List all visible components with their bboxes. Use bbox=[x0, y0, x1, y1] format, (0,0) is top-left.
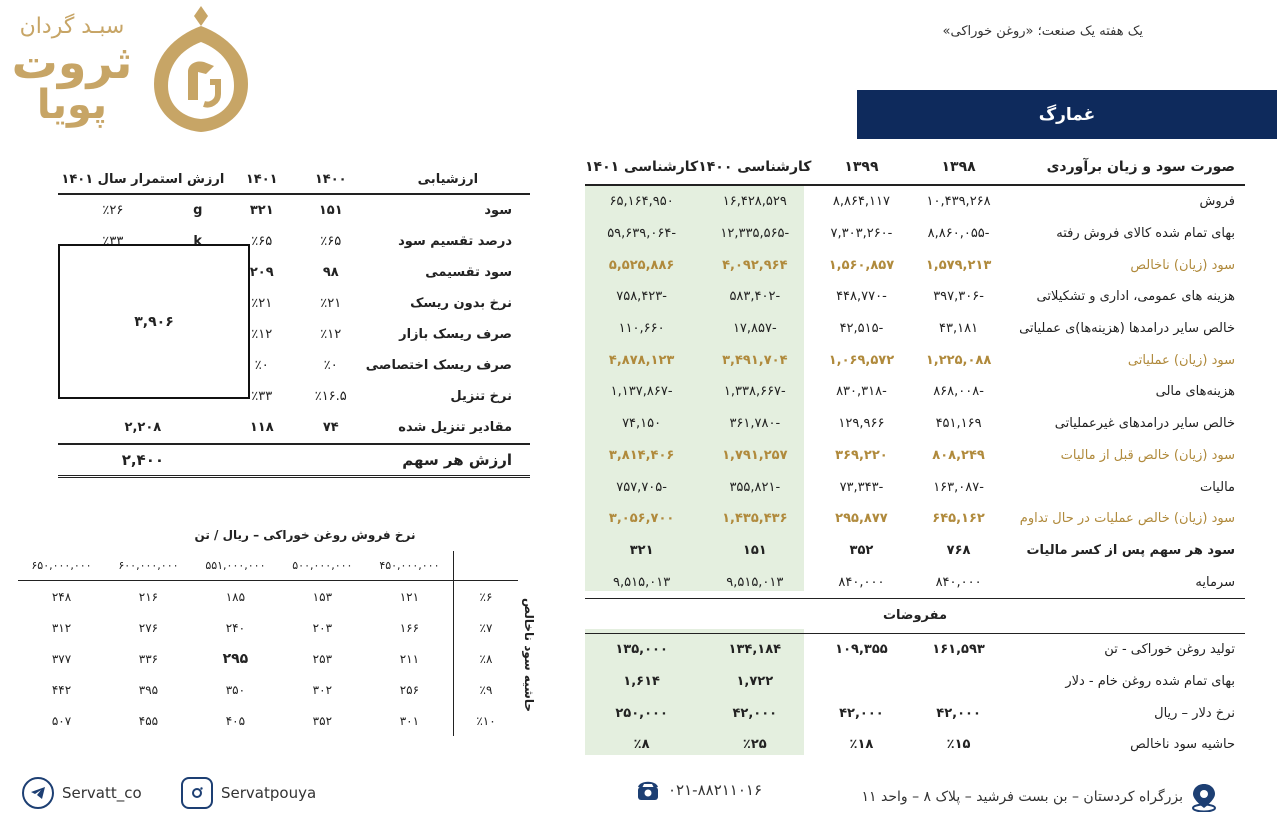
margin-row-header: ٪۱۰ bbox=[454, 705, 519, 736]
income-cell: -۸۶۸,۰۰۸ bbox=[933, 384, 984, 400]
valuation-row bbox=[58, 412, 530, 444]
income-cell: -۴۲,۵۱۵ bbox=[839, 321, 884, 337]
footer-address bbox=[861, 782, 1217, 812]
telegram-handle: Servatt_co bbox=[62, 784, 142, 802]
income-cell: ۳,۸۱۴,۴۰۶ bbox=[608, 447, 675, 463]
income-row-label: سود هر سهم پس از کسر مالیات bbox=[1026, 542, 1235, 558]
assumption-cell bbox=[911, 666, 1005, 698]
assumption-row bbox=[585, 697, 1245, 729]
sensitivity-cell: ۵۰۷ bbox=[51, 713, 72, 728]
assumption-cell: ۴۲,۰۰۰ bbox=[732, 705, 778, 721]
sensitivity-cell: ۲۰۳ bbox=[312, 620, 333, 635]
income-cell: -۱۲,۳۳۵,۵۶۵ bbox=[720, 226, 790, 242]
valuation-label: سود bbox=[484, 203, 512, 218]
valuation-cell-1401: ۱۱۸ bbox=[249, 420, 274, 435]
valuation-label: درصد تقسیم سود bbox=[398, 234, 512, 249]
assumption-cell bbox=[811, 666, 911, 698]
sensitivity-cell-highlight: ۲۹۵ bbox=[222, 650, 249, 667]
income-row-label: خالص سایر درامدها (هزینه‌ها)ی عملیاتی bbox=[1019, 321, 1235, 337]
brand-line-3: پویا bbox=[36, 82, 108, 128]
income-row bbox=[585, 313, 1245, 345]
sensitivity-cell: ۳۹۵ bbox=[138, 682, 159, 697]
sensitivity-cell: ۲۵۶ bbox=[399, 682, 420, 697]
company-name: غمارگ bbox=[1038, 104, 1096, 125]
income-row-label: بهای تمام شده کالای فروش رفته bbox=[1056, 226, 1235, 242]
sensitivity-cell: ۴۴۲ bbox=[51, 682, 72, 697]
sensitivity-cell: ۳۳۶ bbox=[138, 651, 159, 666]
assumption-cell: ۱۳۴,۱۸۴ bbox=[728, 642, 782, 658]
income-row bbox=[585, 535, 1245, 567]
income-cell: ۱,۲۲۵,۰۸۸ bbox=[925, 352, 992, 368]
income-row-label: سود (زیان) عملیاتی bbox=[1127, 352, 1235, 368]
instagram-icon bbox=[181, 777, 213, 809]
valuation-row bbox=[58, 194, 530, 226]
col-header: کارشناسی ۱۴۰۰ bbox=[698, 150, 811, 185]
income-row-label: هزینه های عمومی، اداری و تشکیلاتی bbox=[1036, 289, 1235, 305]
valuation-label: سود تقسیمی bbox=[425, 265, 512, 280]
assumption-cell: ۴۲,۰۰۰ bbox=[936, 705, 981, 721]
valuation-label: مقادیر تنزیل شده bbox=[398, 420, 512, 435]
valuation-cell-1401: ٪۰ bbox=[254, 358, 269, 373]
valuation-cell-1400: ٪۲۱ bbox=[320, 296, 342, 311]
valuation-cell-1400: ۷۴ bbox=[322, 420, 339, 435]
valuation-cell-1401: ٪۲۱ bbox=[251, 296, 273, 311]
income-row bbox=[585, 185, 1245, 218]
income-row-label: سود (زیان) ناخالص bbox=[1130, 257, 1235, 273]
income-cell: ۱۶,۴۲۸,۵۲۹ bbox=[722, 194, 787, 210]
empty-cell bbox=[228, 444, 366, 477]
income-row-label: سود (زیان) خالص عملیات در حال تداوم bbox=[1019, 511, 1235, 527]
income-cell: ۸۴۰,۰۰۰ bbox=[838, 574, 885, 590]
assumption-row bbox=[585, 666, 1245, 698]
continuing-param-value: ٪۳۳ bbox=[102, 234, 124, 249]
income-row bbox=[585, 281, 1245, 313]
margin-row-header: ٪۸ bbox=[454, 643, 519, 674]
assumption-cell: ٪۱۸ bbox=[849, 737, 874, 753]
brand-line-1: سبـد گردان bbox=[19, 14, 125, 39]
sensitivity-cell: ۳۵۰ bbox=[225, 682, 246, 697]
valuation-cell-1400: ٪۶۵ bbox=[320, 234, 342, 249]
income-row bbox=[585, 218, 1245, 250]
income-cell: ۳۲۱ bbox=[629, 542, 654, 558]
income-cell: ۵,۵۲۵,۸۸۶ bbox=[608, 257, 675, 273]
sensitivity-cell: ۲۵۳ bbox=[312, 651, 333, 666]
income-cell: ۱۲۹,۹۶۶ bbox=[838, 416, 885, 432]
income-cell: ۱۱۰,۶۶۰ bbox=[618, 321, 665, 337]
income-cell: ۴,۸۷۸,۱۲۳ bbox=[608, 352, 675, 368]
share-value: ۲,۴۰۰ bbox=[58, 444, 228, 477]
income-title: صورت سود و زیان برآوردی bbox=[1006, 150, 1245, 185]
val-col-header: ۱۴۰۰ bbox=[296, 166, 366, 194]
phone-icon bbox=[636, 779, 660, 801]
assumption-label: نرخ دلار – ریال bbox=[1154, 705, 1235, 721]
income-cell: -۳۶۱,۷۸۰ bbox=[729, 416, 781, 432]
income-row-label: سرمایه bbox=[1195, 574, 1235, 590]
income-cell: ۱,۵۷۹,۲۱۳ bbox=[925, 257, 992, 273]
report-title: یک هفته یک صنعت؛ «روغن خوراکی» bbox=[942, 24, 1143, 39]
assumption-label: حاشیه سود ناخالص bbox=[1130, 737, 1235, 753]
income-cell: -۷,۳۰۳,۲۶۰ bbox=[830, 226, 893, 242]
sensitivity-row bbox=[18, 643, 518, 674]
income-cell: ۱,۷۹۱,۲۵۷ bbox=[722, 447, 788, 463]
continuing-discounted-value: ۲,۲۰۸ bbox=[124, 420, 162, 435]
income-statement bbox=[585, 150, 1245, 761]
continuing-param-letter: g bbox=[193, 203, 203, 218]
valuation-cell-1400: ۹۸ bbox=[322, 265, 339, 280]
brand-emblem-icon bbox=[148, 2, 254, 136]
footer-phone bbox=[636, 779, 762, 801]
income-row-label: خالص سایر درامدهای غیرعملیاتی bbox=[1054, 416, 1235, 432]
valuation-cell-1401: ٪۳۳ bbox=[251, 389, 273, 404]
income-cell: ۴,۰۹۲,۹۶۴ bbox=[722, 257, 788, 273]
sensitivity-cell: ۲۷۶ bbox=[138, 620, 159, 635]
margin-row-header: ٪۹ bbox=[454, 674, 519, 705]
income-row bbox=[585, 376, 1245, 408]
income-cell: -۱۶۳,۰۸۷ bbox=[933, 479, 984, 495]
telegram-link[interactable] bbox=[22, 777, 142, 809]
share-value-label: ارزش هر سهم bbox=[366, 444, 530, 477]
income-cell: -۷۳,۳۴۳ bbox=[839, 479, 884, 495]
income-row bbox=[585, 408, 1245, 440]
income-cell: -۳۹۷,۳۰۶ bbox=[933, 289, 984, 305]
sensitivity-table bbox=[18, 551, 518, 736]
col-header: ۱۳۹۸ bbox=[911, 150, 1005, 185]
sensitivity-row bbox=[18, 705, 518, 736]
sensitivity-cell: ۴۵۵ bbox=[138, 713, 159, 728]
price-col-header: ۶۵۰,۰۰۰,۰۰۰ bbox=[18, 551, 105, 581]
income-cell: -۱,۱۳۷,۸۶۷ bbox=[610, 384, 673, 400]
income-cell: ۸,۸۶۴,۱۱۷ bbox=[832, 194, 891, 210]
sensitivity-cell: ۲۴۸ bbox=[51, 589, 72, 604]
income-cell: ۲۹۵,۸۷۷ bbox=[835, 511, 888, 527]
valuation-cell-1401: ٪۱۲ bbox=[251, 327, 273, 342]
assumption-label: بهای تمام شده روغن خام - دلار bbox=[1065, 673, 1235, 689]
sensitivity-row-axis-label: حاشیه سود ناخالص bbox=[522, 598, 536, 713]
assumption-cell: ۱۳۵,۰۰۰ bbox=[615, 642, 668, 658]
income-cell: ۳۵۲ bbox=[849, 542, 874, 558]
price-col-header: ۴۵۰,۰۰۰,۰۰۰ bbox=[366, 551, 454, 581]
corner-cell bbox=[454, 551, 519, 581]
continuing-value: ۳,۹۰۶ bbox=[134, 313, 174, 330]
assumption-row bbox=[585, 633, 1245, 665]
income-cell: ۸۴۰,۰۰۰ bbox=[935, 574, 982, 590]
valuation-cell-1400: ۱۵۱ bbox=[318, 203, 343, 218]
income-cell: ۳,۰۵۶,۷۰۰ bbox=[608, 511, 675, 527]
assumption-cell: ٪۲۵ bbox=[742, 737, 767, 753]
assumption-cell: ۱,۶۱۴ bbox=[623, 673, 660, 689]
val-col-header: ارزشیابی bbox=[366, 166, 530, 194]
share-value-row bbox=[58, 444, 530, 477]
income-cell: ۷۶۸ bbox=[946, 542, 971, 558]
assumption-cell: ۱۰۹,۳۵۵ bbox=[835, 642, 888, 658]
income-row-label: مالیات bbox=[1199, 479, 1235, 495]
valuation-cell-1400: ٪۱۲ bbox=[320, 327, 342, 342]
sensitivity-cell: ۲۱۱ bbox=[399, 651, 420, 666]
instagram-link[interactable] bbox=[181, 777, 316, 809]
income-cell: ۱۵۱ bbox=[742, 542, 767, 558]
sensitivity-row bbox=[18, 674, 518, 705]
sensitivity-cell: ۱۸۵ bbox=[225, 589, 246, 604]
price-col-header: ۵۰۰,۰۰۰,۰۰۰ bbox=[279, 551, 366, 581]
assumption-row bbox=[585, 729, 1245, 761]
income-cell: -۱,۳۳۸,۶۶۷ bbox=[723, 384, 786, 400]
col-header: کارشناسی ۱۴۰۱ bbox=[585, 150, 698, 185]
continuing-value-box bbox=[58, 244, 250, 399]
assumption-label: تولید روغن خوراکی - تن bbox=[1104, 642, 1235, 658]
address-text: بزرگراه کردستان – بن بست فرشید – پلاک ۸ – واحد ۱۱ bbox=[861, 789, 1183, 805]
income-cell: -۷۵۸,۴۲۳ bbox=[616, 289, 667, 305]
sensitivity-header-row bbox=[18, 551, 518, 581]
income-cell: ۶۴۵,۱۶۲ bbox=[932, 511, 985, 527]
income-cell: ۴۳,۱۸۱ bbox=[939, 321, 979, 337]
sensitivity-cell: ۳۵۲ bbox=[312, 713, 333, 728]
continuing-param-letter: k bbox=[193, 234, 203, 249]
valuation-label: نرخ بدون ریسک bbox=[410, 296, 512, 311]
income-cell: -۸۳۰,۳۱۸ bbox=[836, 384, 887, 400]
income-row-label: هزینه‌های مالی bbox=[1155, 384, 1235, 400]
margin-row-header: ٪۶ bbox=[454, 581, 519, 613]
sensitivity-cell: ۴۰۵ bbox=[225, 713, 246, 728]
location-pin-icon bbox=[1191, 782, 1217, 812]
valuation-cell-1400: ٪۰ bbox=[323, 358, 338, 373]
valuation-cell-1400: ٪۱۶.۵ bbox=[314, 389, 347, 404]
assumption-cell: ٪۱۵ bbox=[946, 737, 971, 753]
income-row-label: سود (زیان) خالص قبل از مالیات bbox=[1060, 447, 1235, 463]
company-title-bar bbox=[857, 90, 1277, 139]
income-cell: -۱۷,۸۵۷ bbox=[732, 321, 777, 337]
val-col-header: ۱۴۰۱ bbox=[228, 166, 296, 194]
income-cell: -۵۸۳,۴۰۲ bbox=[729, 289, 781, 305]
income-cell: ۳,۴۹۱,۷۰۴ bbox=[722, 352, 788, 368]
sensitivity-cell: ۳۰۱ bbox=[399, 713, 420, 728]
income-row bbox=[585, 566, 1245, 598]
valuation-label: صرف ریسک اختصاصی bbox=[365, 358, 512, 373]
income-cell: ۱,۴۳۵,۴۳۶ bbox=[722, 511, 788, 527]
sensitivity-cell: ۳۰۲ bbox=[312, 682, 333, 697]
sensitivity-row bbox=[18, 581, 518, 613]
valuation-cell-1401: ۳۲۱ bbox=[249, 203, 274, 218]
sensitivity-cell: ۱۲۱ bbox=[399, 589, 420, 604]
income-row bbox=[585, 440, 1245, 472]
assumption-cell: ۴۲,۰۰۰ bbox=[839, 705, 884, 721]
sensitivity-cell: ۳۷۷ bbox=[51, 651, 72, 666]
valuation-cell-1401: ۲۰۹ bbox=[249, 265, 274, 280]
continuing-param-value: ٪۲۶ bbox=[102, 203, 124, 218]
sensitivity-cell: ۱۵۳ bbox=[312, 589, 333, 604]
income-cell: ۹,۵۱۵,۰۱۳ bbox=[726, 574, 784, 590]
income-cell: -۳۵۵,۸۲۱ bbox=[729, 479, 781, 495]
income-cell: ۸۰۸,۲۴۹ bbox=[932, 447, 985, 463]
price-col-header: ۶۰۰,۰۰۰,۰۰۰ bbox=[105, 551, 192, 581]
sensitivity-cell: ۱۶۶ bbox=[399, 620, 420, 635]
assumptions-header-row bbox=[585, 598, 1245, 633]
assumption-cell: ۱۶۱,۵۹۳ bbox=[932, 642, 985, 658]
brand-line-2: ثروت bbox=[11, 35, 133, 89]
income-cell: ۱۰,۴۳۹,۲۶۸ bbox=[926, 194, 991, 210]
income-cell: ۷۴,۱۵۰ bbox=[622, 416, 662, 432]
sensitivity-row bbox=[18, 612, 518, 643]
sensitivity-cell: ۲۱۶ bbox=[138, 589, 159, 604]
assumption-cell: ۲۵۰,۰۰۰ bbox=[615, 705, 668, 721]
income-cell: -۷۵۷,۷۰۵ bbox=[616, 479, 667, 495]
income-cell: -۴۴۸,۷۷۰ bbox=[836, 289, 887, 305]
income-row bbox=[585, 344, 1245, 376]
income-cell: ۹,۵۱۵,۰۱۳ bbox=[613, 574, 671, 590]
income-cell: ۱,۰۶۹,۵۷۲ bbox=[828, 352, 895, 368]
income-row bbox=[585, 503, 1245, 535]
income-row-label: فروش bbox=[1199, 194, 1235, 210]
valuation-label: نرخ تنزیل bbox=[450, 389, 512, 404]
valuation-label: صرف ریسک بازار bbox=[399, 327, 512, 342]
income-cell: -۵۹,۶۳۹,۰۶۴ bbox=[607, 226, 677, 242]
income-cell: ۴۵۱,۱۶۹ bbox=[935, 416, 982, 432]
sensitivity-cell: ۲۴۰ bbox=[225, 620, 246, 635]
income-cell: ۶۵,۱۶۴,۹۵۰ bbox=[609, 194, 674, 210]
assumption-cell: ٪۸ bbox=[633, 737, 650, 753]
phone-text: ۰۲۱-۸۸۲۱۱۰۱۶ bbox=[668, 781, 763, 799]
margin-row-header: ٪۷ bbox=[454, 612, 519, 643]
valuation-cell-1401: ٪۶۵ bbox=[251, 234, 273, 249]
assumptions-title: مفروضات bbox=[585, 598, 1245, 633]
income-row bbox=[585, 249, 1245, 281]
income-row bbox=[585, 471, 1245, 503]
price-col-header: ۵۵۱,۰۰۰,۰۰۰ bbox=[192, 551, 279, 581]
sensitivity-title: نرخ فروش روغن خوراکی – ریال / تن bbox=[194, 528, 416, 542]
telegram-icon bbox=[22, 777, 54, 809]
instagram-handle: Servatpouya bbox=[221, 784, 317, 802]
income-cell: ۳۶۹,۲۲۰ bbox=[835, 447, 888, 463]
sensitivity-cell: ۳۱۲ bbox=[51, 620, 72, 635]
income-cell: ۱,۵۶۰,۸۵۷ bbox=[828, 257, 895, 273]
assumption-cell: ۱,۷۲۲ bbox=[736, 673, 774, 689]
brand-wordmark bbox=[6, 14, 138, 128]
val-col-header: ارزش استمرار سال ۱۴۰۱ bbox=[58, 166, 228, 194]
col-header: ۱۳۹۹ bbox=[811, 150, 911, 185]
income-cell: -۸,۸۶۰,۰۵۵ bbox=[927, 226, 990, 242]
